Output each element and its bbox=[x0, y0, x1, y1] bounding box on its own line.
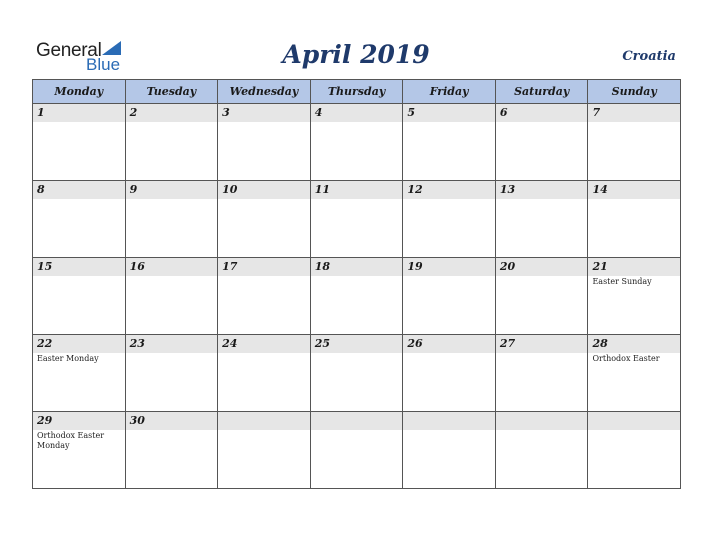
holiday-label bbox=[403, 122, 495, 123]
weekday-thursday: Thursday bbox=[311, 80, 404, 104]
holiday-label bbox=[403, 276, 495, 277]
weekday-sunday: Sunday bbox=[588, 80, 681, 104]
day-cell[interactable] bbox=[218, 258, 311, 335]
holiday-label bbox=[496, 122, 588, 123]
day-cell[interactable] bbox=[126, 181, 219, 258]
day-number: 25 bbox=[311, 335, 403, 353]
day-number: 26 bbox=[403, 335, 495, 353]
day-number: 16 bbox=[126, 258, 218, 276]
holiday-label bbox=[126, 122, 218, 123]
day-cell[interactable] bbox=[588, 181, 681, 258]
holiday-label bbox=[403, 353, 495, 354]
day-cell[interactable] bbox=[126, 258, 219, 335]
day-number: 30 bbox=[126, 412, 218, 430]
day-number: 7 bbox=[588, 104, 680, 122]
holiday-label bbox=[496, 199, 588, 200]
day-number: 20 bbox=[496, 258, 588, 276]
day-cell[interactable] bbox=[588, 335, 681, 412]
day-cell[interactable] bbox=[218, 104, 311, 181]
holiday-label bbox=[588, 199, 680, 200]
week-row bbox=[33, 181, 681, 258]
day-cell[interactable] bbox=[218, 181, 311, 258]
day-cell[interactable] bbox=[311, 104, 404, 181]
day-cell[interactable] bbox=[126, 335, 219, 412]
holiday-label bbox=[588, 430, 680, 431]
day-cell[interactable] bbox=[218, 412, 311, 489]
day-number: 14 bbox=[588, 181, 680, 199]
day-number: 11 bbox=[311, 181, 403, 199]
holiday-label: Easter Monday bbox=[37, 354, 99, 363]
day-number: 27 bbox=[496, 335, 588, 353]
holiday-label: Orthodox Easter Monday bbox=[37, 431, 105, 450]
day-number: 2 bbox=[126, 104, 218, 122]
day-cell[interactable] bbox=[403, 181, 496, 258]
day-number bbox=[218, 412, 310, 430]
day-cell[interactable] bbox=[496, 181, 589, 258]
day-cell[interactable] bbox=[33, 104, 126, 181]
day-number: 15 bbox=[33, 258, 125, 276]
week-row bbox=[33, 412, 681, 489]
country-label: Croatia bbox=[622, 49, 676, 64]
holiday-label bbox=[218, 199, 310, 200]
day-cell[interactable] bbox=[496, 104, 589, 181]
day-number: 9 bbox=[126, 181, 218, 199]
day-number: 18 bbox=[311, 258, 403, 276]
day-cell[interactable] bbox=[311, 181, 404, 258]
holiday-label bbox=[126, 430, 218, 431]
day-number bbox=[311, 412, 403, 430]
day-number: 3 bbox=[218, 104, 310, 122]
day-cell[interactable] bbox=[588, 104, 681, 181]
day-number: 10 bbox=[218, 181, 310, 199]
day-cell[interactable] bbox=[496, 412, 589, 489]
day-cell[interactable] bbox=[311, 412, 404, 489]
day-cell[interactable] bbox=[33, 412, 126, 489]
week-row bbox=[33, 335, 681, 412]
holiday-label bbox=[311, 430, 403, 431]
day-cell[interactable] bbox=[496, 258, 589, 335]
day-cell[interactable] bbox=[403, 104, 496, 181]
holiday-label: Orthodox Easter bbox=[592, 354, 660, 363]
day-number: 17 bbox=[218, 258, 310, 276]
holiday-label: Easter Sunday bbox=[592, 277, 652, 286]
weekday-friday: Friday bbox=[403, 80, 496, 104]
holiday-label bbox=[403, 199, 495, 200]
holiday-label bbox=[218, 430, 310, 431]
day-number: 1 bbox=[33, 104, 125, 122]
day-cell[interactable] bbox=[311, 335, 404, 412]
holiday-label bbox=[311, 276, 403, 277]
day-cell[interactable] bbox=[496, 335, 589, 412]
day-number: 21 bbox=[588, 258, 680, 276]
day-cell[interactable] bbox=[311, 258, 404, 335]
logo-text-general: General bbox=[36, 40, 102, 61]
day-cell[interactable] bbox=[403, 412, 496, 489]
week-row bbox=[33, 258, 681, 335]
day-number: 8 bbox=[33, 181, 125, 199]
day-number: 24 bbox=[218, 335, 310, 353]
holiday-label bbox=[218, 353, 310, 354]
holiday-label bbox=[126, 276, 218, 277]
holiday-label bbox=[496, 353, 588, 354]
holiday-label bbox=[126, 199, 218, 200]
day-number: 23 bbox=[126, 335, 218, 353]
weekday-saturday: Saturday bbox=[496, 80, 589, 104]
day-cell[interactable] bbox=[33, 181, 126, 258]
day-cell[interactable] bbox=[218, 335, 311, 412]
holiday-label bbox=[588, 122, 680, 123]
day-number: 29 bbox=[33, 412, 125, 430]
day-cell[interactable] bbox=[588, 258, 681, 335]
day-cell[interactable] bbox=[126, 104, 219, 181]
month-calendar bbox=[32, 79, 681, 489]
day-cell[interactable] bbox=[403, 335, 496, 412]
holiday-label bbox=[311, 199, 403, 200]
holiday-label bbox=[33, 276, 125, 277]
holiday-label bbox=[126, 353, 218, 354]
weekday-wednesday: Wednesday bbox=[218, 80, 311, 104]
day-number: 4 bbox=[311, 104, 403, 122]
day-cell[interactable] bbox=[33, 335, 126, 412]
week-row bbox=[33, 104, 681, 181]
day-number: 12 bbox=[403, 181, 495, 199]
holiday-label bbox=[33, 122, 125, 123]
day-cell[interactable] bbox=[126, 412, 219, 489]
day-number: 19 bbox=[403, 258, 495, 276]
holiday-label bbox=[311, 353, 403, 354]
weekday-header-row bbox=[33, 80, 681, 104]
day-cell[interactable] bbox=[33, 258, 126, 335]
day-number: 6 bbox=[496, 104, 588, 122]
day-number bbox=[496, 412, 588, 430]
day-cell[interactable] bbox=[403, 258, 496, 335]
holiday-label bbox=[218, 122, 310, 123]
holiday-label bbox=[403, 430, 495, 431]
day-number bbox=[403, 412, 495, 430]
logo-text-blue: Blue bbox=[86, 55, 121, 74]
holiday-label bbox=[496, 276, 588, 277]
day-number: 5 bbox=[403, 104, 495, 122]
calendar-title: April 2019 bbox=[282, 40, 430, 69]
day-cell[interactable] bbox=[588, 412, 681, 489]
day-number bbox=[588, 412, 680, 430]
holiday-label bbox=[496, 430, 588, 431]
holiday-label bbox=[311, 122, 403, 123]
day-number: 13 bbox=[496, 181, 588, 199]
weekday-monday: Monday bbox=[33, 80, 126, 104]
day-number: 22 bbox=[33, 335, 125, 353]
holiday-label bbox=[218, 276, 310, 277]
weekday-tuesday: Tuesday bbox=[126, 80, 219, 104]
day-number: 28 bbox=[588, 335, 680, 353]
holiday-label bbox=[33, 199, 125, 200]
